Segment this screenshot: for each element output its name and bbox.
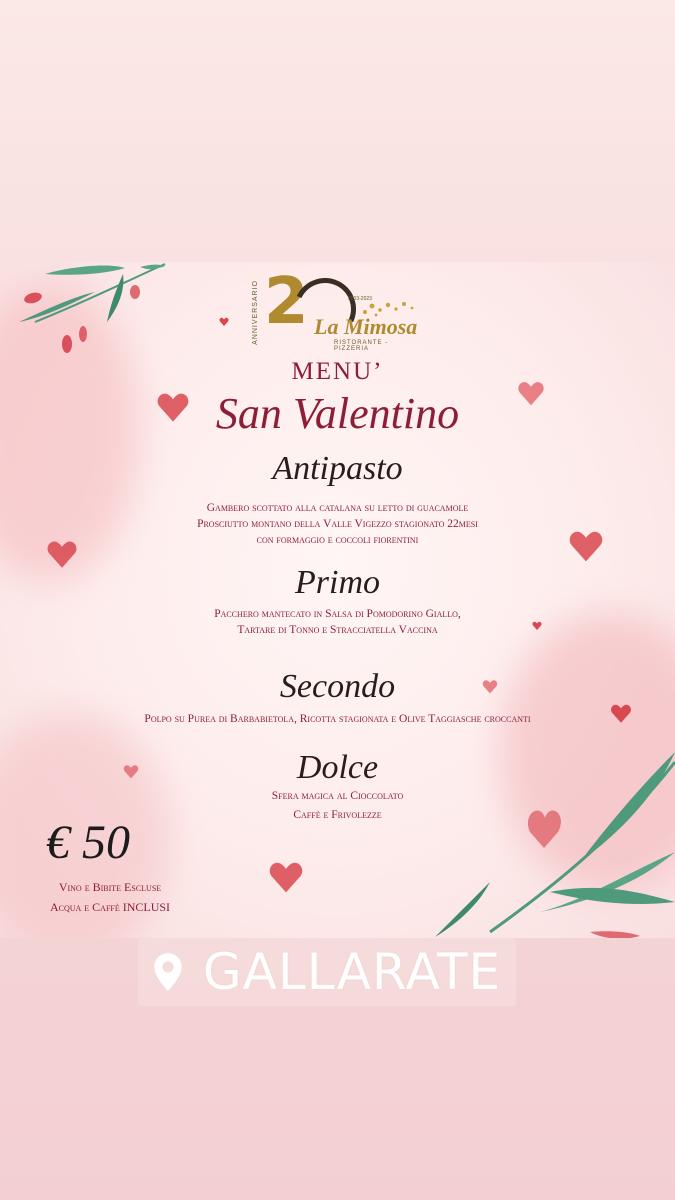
section-title-secondo: Secondo [279,668,396,705]
heart-icon [46,534,78,576]
logo-subtitle: RISTORANTE - PIZZERIA [334,340,389,352]
location-sticker[interactable] [138,938,516,1006]
location-pin-icon [153,952,183,992]
heart-icon [219,316,229,328]
heart-icon [532,620,542,632]
section-title-antipasto: Antipasto [272,450,403,487]
menu-item: Pacchero mantecato in Salsa di Pomodorino Giallo, [214,608,461,620]
menu-item: con formaggio e coccoli fiorentini [256,534,419,546]
heart-icon [268,856,304,900]
section-title-dolce: Dolce [296,749,379,786]
logo-years: 2003-2023 [348,296,372,302]
heart-icon [610,702,632,726]
menu-item: Gambero scottato alla catalana su letto di guacamole [206,502,469,514]
menu-card [0,262,675,938]
price: € 50 [46,816,130,869]
menu-item: Caffè e Frivolezze [293,809,382,821]
menu-heading: MENU’ [291,358,384,385]
menu-item: Sfera magica al Cioccolato [271,790,404,802]
location-text: GALLARATE [202,943,502,1001]
section-title-primo: Primo [295,564,380,601]
menu-item: Tartare di Tonno e Stracciatella Vaccina [237,624,438,636]
heart-icon [156,386,190,430]
heart-icon [482,676,498,698]
logo-anniversary-text: ANNIVERSARIO [252,280,259,345]
heart-icon [568,526,604,568]
heart-icon [123,762,139,782]
logo-name: La Mimosa [314,314,418,339]
heart-icon [517,378,545,410]
price-note: Vino e Bibite Escluse [58,880,162,894]
leaf-branch-top-left-icon [15,262,175,362]
price-note: Acqua e Caffè INCLUSI [49,900,171,914]
logo-anniversary-number: 2 [264,265,309,339]
menu-title: San Valentino [215,389,460,438]
menu-item: Polpo su Purea di Barbabietola, Ricotta stagionata e Olive Taggiasche croccanti [144,713,531,725]
menu-item: Prosciutto montano della Valle Vigezzo stagionato 22mesi [197,518,478,530]
restaurant-logo [250,265,425,352]
